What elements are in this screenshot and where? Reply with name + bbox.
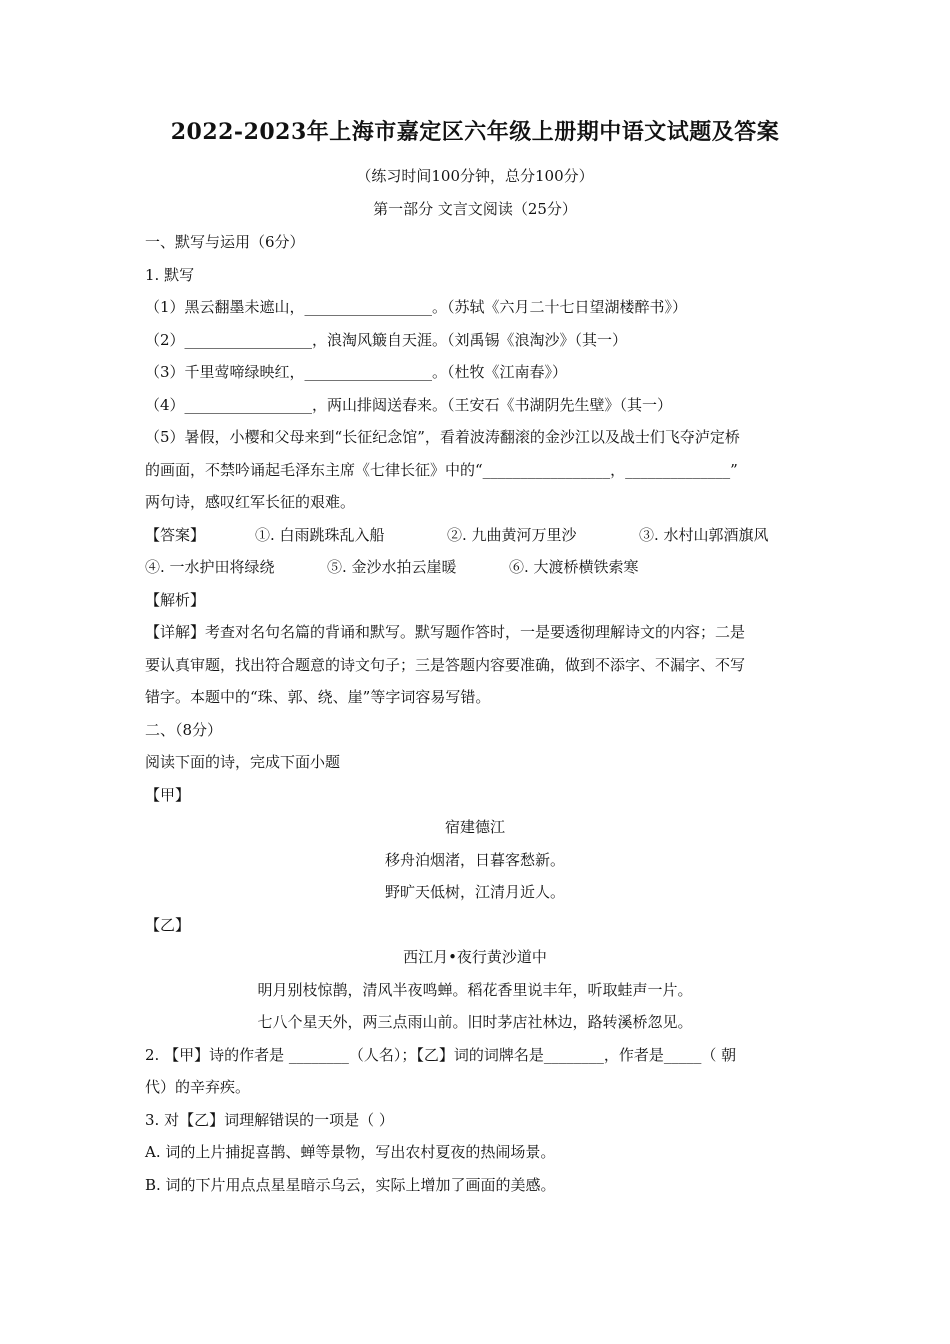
answer-label: 【答案】 — [145, 526, 206, 544]
answer-item: ⑥. 大渡桥横铁索寒 — [509, 558, 639, 576]
section-heading: 二、（8分） — [145, 721, 223, 739]
poem-line: 野旷天低树，江清月近人。 — [384, 883, 565, 901]
question-text: 3. 对【乙】词理解错误的一项是（ ） — [145, 1111, 394, 1129]
poem-title: 宿建德江 — [444, 818, 505, 836]
answer-item: ②. 九曲黄河万里沙 — [447, 526, 577, 544]
detail-paragraph-line: 要认真审题，找出符合题意的诗文句子；三是答题内容要准确，做到不添字、不漏字、不写 — [145, 656, 746, 674]
poem-line: 移舟泊烟渚，日暮客愁新。 — [384, 851, 565, 869]
reading-instruction: 阅读下面的诗，完成下面小题 — [145, 753, 341, 771]
dictation-item: （3）千里莺啼绿映红，_________________。（杜牧《江南春》） — [145, 363, 568, 381]
option-b: B. 词的下片用点点星星暗示乌云，实际上增加了画面的美感。 — [145, 1176, 556, 1194]
exam-time-note: （练习时间100分钟，总分100分） — [356, 167, 594, 185]
analysis-label: 【解析】 — [145, 591, 206, 609]
question-text: 代）的辛弃疾。 — [145, 1078, 251, 1096]
question-text: 2. 【甲】诗的作者是 ________（人名）；【乙】词的词牌名是________，作者是_____（ 朝 — [145, 1046, 737, 1064]
dictation-item: （4）_________________，两山排闼送春来。（王安石《书湖阴先生壁》（其一） — [145, 396, 673, 414]
detail-paragraph-line: 错字。本题中的“珠、郭、绕、崖”等字词容易写错。 — [145, 688, 491, 706]
dictation-item: （1）黑云翻墨未遮山，_________________。（苏轼《六月二十七日望湖楼醉书》） — [145, 298, 688, 316]
poem-line: 明月别枝惊鹊，清风半夜鸣蝉。稻花香里说丰年，听取蛙声一片。 — [257, 981, 693, 999]
poem-label-yi: 【乙】 — [145, 916, 191, 934]
part-heading: 第一部分 文言文阅读（25分） — [373, 200, 577, 218]
dictation-item: （5）暑假，小樱和父母来到“长征纪念馆”，看着波涛翻滚的金沙江以及战士们飞夺泸定桥 — [145, 428, 740, 446]
answer-row — [145, 556, 825, 578]
poem-label-jia: 【甲】 — [145, 786, 191, 804]
answer-row — [145, 524, 825, 546]
answer-item: ①. 白雨跳珠乱入船 — [255, 526, 385, 544]
document-title: 2022-2023年上海市嘉定区六年级上册期中语文试题及答案 — [170, 119, 780, 145]
dictation-item: （2）_________________，浪淘风簸自天涯。（刘禹锡《浪淘沙》（其一） — [145, 331, 628, 349]
question-label: 1. 默写 — [145, 266, 195, 284]
answer-item: ③. 水村山郭酒旗风 — [639, 526, 769, 544]
poem-line: 七八个星天外，两三点雨山前。旧时茅店社林边，路转溪桥忽见。 — [257, 1013, 693, 1031]
answer-item: ⑤. 金沙水拍云崖暖 — [327, 558, 457, 576]
answer-item: ④. 一水护田将绿绕 — [145, 558, 275, 576]
dictation-item: 两句诗，感叹红军长征的艰难。 — [145, 493, 356, 511]
poem-title: 西江月•夜行黄沙道中 — [403, 948, 547, 966]
section-heading: 一、默写与运用（6分） — [145, 233, 305, 251]
option-a: A. 词的上片捕捉喜鹊、蝉等景物，写出农村夏夜的热闹场景。 — [145, 1143, 556, 1161]
detail-paragraph-line: 【详解】考查对名句名篇的背诵和默写。默写题作答时，一是要透彻理解诗文的内容；二是 — [145, 623, 746, 641]
dictation-item: 的画面，不禁吟诵起毛泽东主席《七律长征》中的“_________________，______________” — [145, 461, 738, 479]
